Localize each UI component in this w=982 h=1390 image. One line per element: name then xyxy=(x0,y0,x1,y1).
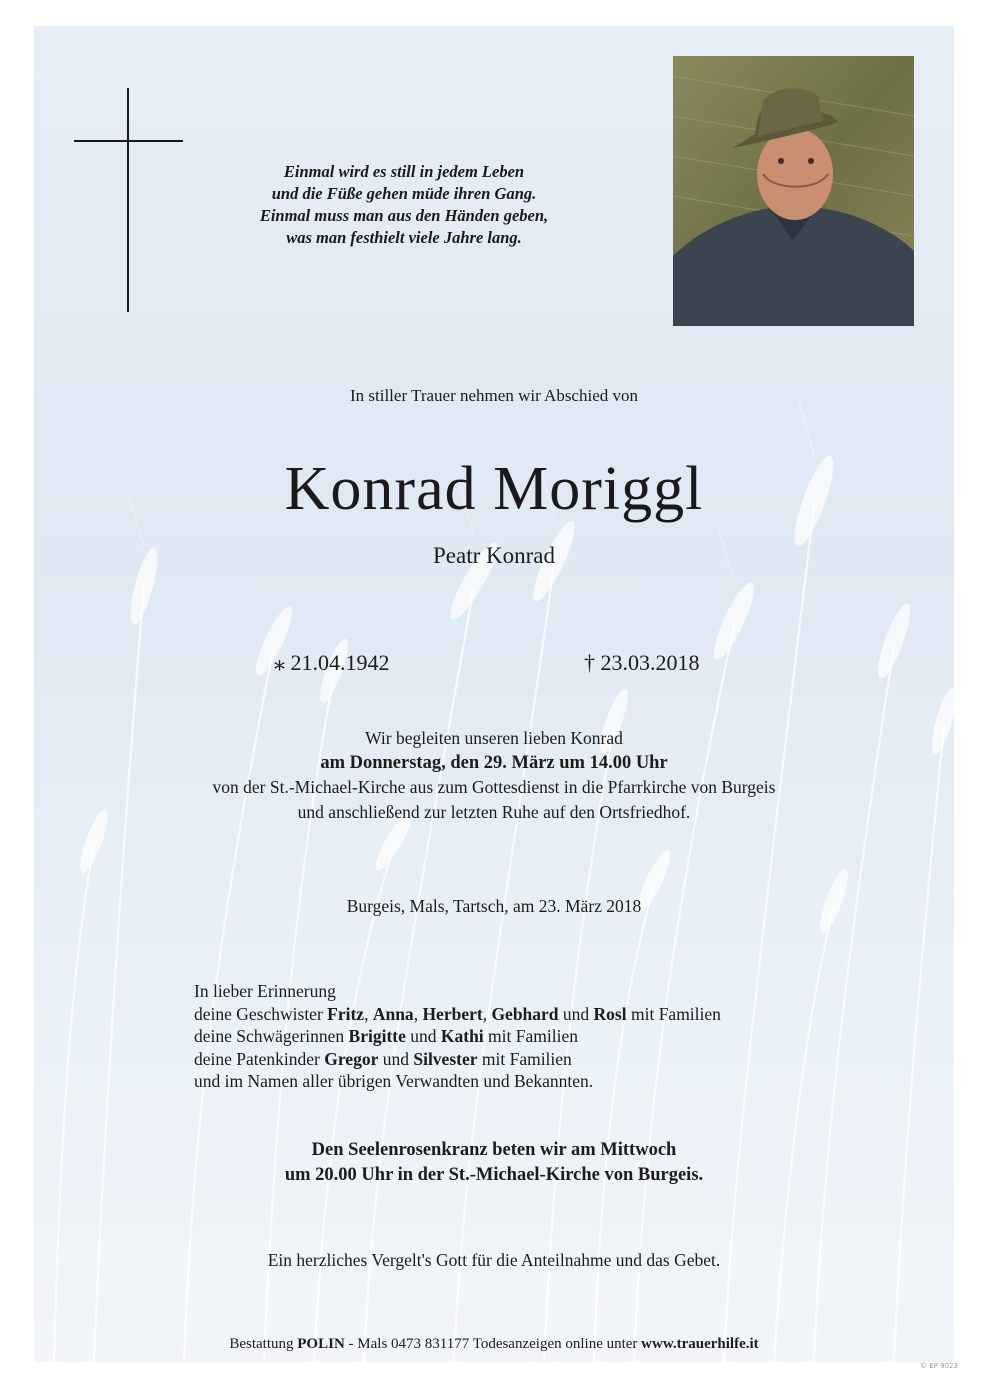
funeral-notice xyxy=(34,726,954,824)
cross-icon-bar xyxy=(74,140,183,142)
website-link[interactable]: www.trauerhilfe.it xyxy=(641,1336,759,1352)
sister-in-law-name: Brigitte xyxy=(348,1026,406,1046)
footer: Bestattung POLIN - Mals 0473 831177 Todesanzeigen online unter www.trauerhilfe.it xyxy=(229,1336,759,1352)
funeral-date-line: am Donnerstag, den 29. März um 14.00 Uhr xyxy=(320,752,668,773)
company-name: POLIN xyxy=(297,1336,345,1352)
sibling-name: Fritz xyxy=(327,1003,365,1024)
funeral-line: Wir begleiten unseren lieben Konrad xyxy=(365,728,623,748)
godchild-name: Silvester xyxy=(413,1048,478,1069)
rosary-line: Den Seelenrosenkranz beten wir am Mittwoch xyxy=(311,1140,677,1160)
nickname: Peatr Konrad xyxy=(433,543,555,568)
mourners-heading: In lieber Erinnerung xyxy=(194,981,336,1001)
birth-date: ⁎ 21.04.1942 xyxy=(274,650,390,675)
godchild-name: Gregor xyxy=(324,1048,379,1069)
portrait-photo xyxy=(673,56,914,326)
sibling-name: Herbert xyxy=(422,1003,483,1024)
funeral-line: und anschließend zur letzten Ruhe auf den Ortsfriedhof. xyxy=(297,801,691,822)
poem-line: Einmal muss man aus den Händen geben, xyxy=(259,206,549,225)
place-date: Burgeis, Mals, Tartsch, am 23. März 2018 xyxy=(346,896,642,916)
sibling-name: Rosl xyxy=(593,1003,627,1024)
mourners-closing: und im Namen aller übrigen Verwandten und Bekannten. xyxy=(194,1071,594,1091)
poem-line: und die Füße gehen müde ihren Gang. xyxy=(271,184,537,203)
mourners-siblings-line: deine Geschwister Fritz, Anna, Herbert, Gebhard und Rosl mit Familien xyxy=(194,1003,721,1024)
rosary-line: um 20.00 Uhr in der St.-Michael-Kirche von Burgeis. xyxy=(284,1165,704,1185)
obituary-card xyxy=(34,26,954,1362)
death-date: † 23.03.2018 xyxy=(584,650,700,675)
poem-line: was man festhielt viele Jahre lang. xyxy=(286,228,522,247)
rosary-notice xyxy=(34,1138,954,1188)
poem xyxy=(214,161,594,249)
cross-icon xyxy=(127,88,129,312)
mourners-godchildren-line: deine Patenkinder Gregor und Silvester mit Familien xyxy=(194,1048,572,1069)
print-code: © EP 9023 xyxy=(920,1362,958,1370)
thanks-text: Ein herzliches Vergelt's Gott für die Anteilnahme und das Gebet. xyxy=(267,1250,721,1270)
funeral-line: von der St.-Michael-Kirche aus zum Gottesdienst in die Pfarrkirche von Burgeis xyxy=(212,777,776,797)
deceased-name: Konrad Moriggl xyxy=(284,455,704,523)
mourners-sisters-in-law-line: deine Schwägerinnen Brigitte und Kathi mit Familien xyxy=(194,1026,578,1046)
poem-line: Einmal wird es still in jedem Leben xyxy=(283,162,525,181)
intro-text: In stiller Trauer nehmen wir Abschied von xyxy=(349,386,638,405)
sister-in-law-name: Kathi xyxy=(440,1026,484,1046)
mourners-list xyxy=(194,980,721,1093)
sibling-name: Anna xyxy=(372,1003,414,1024)
sibling-name: Gebhard xyxy=(491,1003,559,1024)
